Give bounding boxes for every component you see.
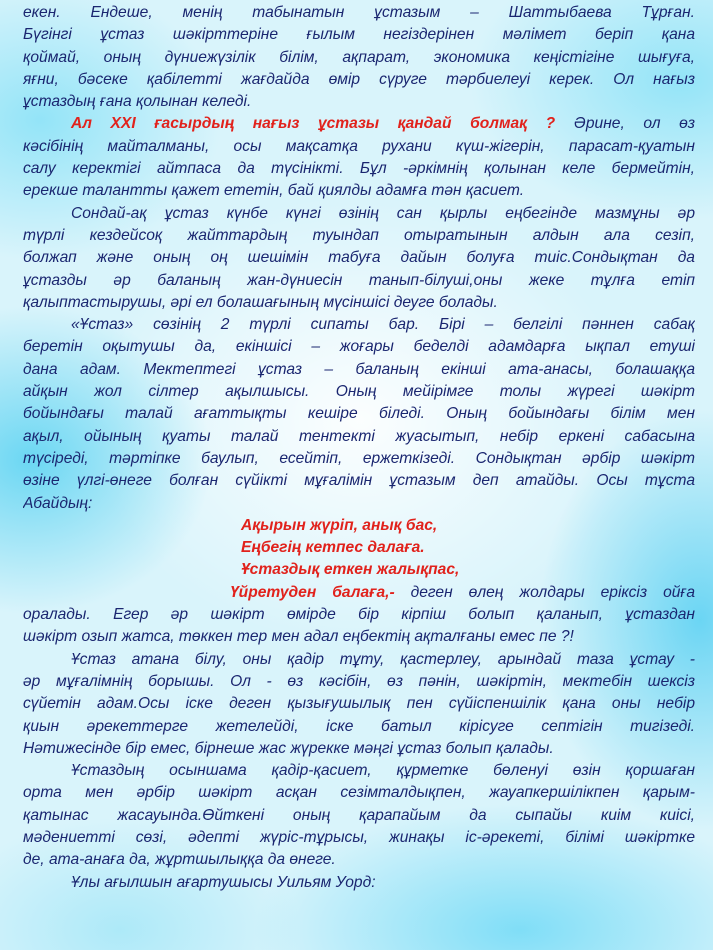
text-line-continuation: деген өлең жолдары еріксіз ойға <box>394 583 695 601</box>
text-line: түсіреді, тәртіпке баулып, есейтіп, ержеткізеді. Сондықтан әрбір шәкірт <box>23 449 695 467</box>
text-line: өзіне үлгі-өнеге болған сүйікті мұғалімін ұстазым деп атайды. Осы тұста <box>23 472 695 490</box>
poem-line <box>23 582 695 604</box>
text-line: Бүгінгі ұстаз шәкірттеріне ғылым негіздерінен мәлімет беріп қана <box>23 26 695 44</box>
text-line: Сондай-ақ ұстаз күнбе күнгі өзінің сан қырлы еңбегінде мазмұны әр <box>71 204 695 222</box>
text-line: Нәтижесінде бір емес, бірнеше жас жүрекке мәңгі ұстаз болып қалады. <box>23 739 554 757</box>
text-line: Ұстаз атана білу, оны қадір тұту, қастерлеу, арындай таза ұстау - <box>71 650 695 668</box>
poem-line: Ұстаздық еткен жалықпас, <box>241 561 460 579</box>
text-line <box>23 113 695 135</box>
text-line: ұстаздың ғана қолынан келеді. <box>23 93 252 111</box>
section-question: Ал XXI ғасырдың нағыз ұстазы қандай болмақ ? <box>71 115 556 133</box>
text-line: бойындағы талай ағаттықты кешіре біледі. Оның бойындағы білім мен <box>23 405 695 423</box>
text-line: айқын жол сілтер ақылшысы. Оның мейірімге толы жүрегі шәкірт <box>23 383 695 401</box>
text-line: дана адам. Мектептегі ұстаз – баланың екінші ата-анасы, болашаққа <box>23 360 695 378</box>
text-line: Ұстаздың осыншама қадір-қасиет, құрметке бөленуі өзін қоршаған <box>71 762 695 780</box>
text-line: Абайдың: <box>23 494 93 512</box>
text-line-continuation: Әрине, ол өз <box>555 115 695 133</box>
text-line: сүйетін адам.Осы іске деген қызығушылық пен сүйіспеншілік қана оны небір <box>23 695 695 713</box>
text-line: екен. Ендеше, менің табынатын ұстазым – Шаттыбаева Тұрған. <box>23 4 695 21</box>
text-line: Ұлы ағылшын ағартушысы Уильям Уорд: <box>71 873 376 891</box>
text-line: яғни, бәсеке қабілетті жағдайда өмір сүруге тәрбиелеуі керек. Ол нағыз <box>23 70 695 88</box>
text-line: ақыл, ойының қуаты талай тентекті жуасытып, небір еркені сабасына <box>23 427 695 445</box>
text-line: орта мен әрбір шәкірт асқан сезімталдықпен, жауапкершілікпен қарым- <box>23 784 695 802</box>
text-line: қоймай, оның дүниежүзілік білім, ақпарат, экономика кеңістігіне шығуға, <box>23 48 695 66</box>
text-line: әр мұғалімнің борышы. Ол - өз кәсібін, өз пәнін, шәкіртін, мектебін шексіз <box>23 672 695 690</box>
text-line: оралады. Егер әр шәкірт өмірде бір кірпіш болып қаланып, ұстаздан <box>23 606 695 624</box>
text-line: түрлі кездейсоқ жайттардың туындап отыратынын алдын ала сезіп, <box>23 226 695 244</box>
poem-line: Ақырын жүріп, анық бас, <box>241 516 438 534</box>
text-line: беретін оқытушы да, екіншісі – жоғары беделді адамдарға ықпал етуші <box>23 338 695 356</box>
text-line: қатынас жасауында.Өйткені оның қарапайым да сыпайы киім киісі, <box>23 806 695 824</box>
text-line: шәкірт озып жатса, төккен тер мен адал еңбектің ақталғаны емес пе ?! <box>23 628 574 646</box>
text-line: болжап және оның оң шешімін табуға дайын болуға тиіс.Сондықтан да <box>23 249 695 267</box>
text-line: «Ұстаз» сөзінің 2 түрлі сипаты бар. Бірі – белгілі пәннен сабақ <box>71 316 695 334</box>
poem-line-text: Үйретуден балаға,- <box>230 583 395 601</box>
text-line: қалыптастырушы, әрі ел болашағының мүсіншісі деуге болады. <box>23 293 498 311</box>
text-line: мәдениетті сөзі, әдепті жүріс-тұрысы, жинақы іс-әрекеті, білімі шәкіртке <box>23 828 695 846</box>
text-line: ұстазды әр баланың жан-дүниесін танып-білуші,оны жеке тұлға етіп <box>23 271 695 289</box>
poem-line: Еңбегің кетпес далаға. <box>241 539 425 557</box>
text-line: де, ата-анаға да, жұртшылыққа да өнеге. <box>23 851 336 869</box>
text-line: кәсібінің майталманы, осы мақсатқа рухани күш-жігерін, парасат-қуатын <box>23 137 695 155</box>
text-line: ерекше талантты қажет ететін, бай қиялды адамға тән қасиет. <box>23 182 525 200</box>
text-line: қиын әрекеттерге жетелейді, іске батыл кірісуге септігін тигізеді. <box>23 717 695 735</box>
text-line: салу керектігі айтпаса да түсінікті. Бұл -әркімнің қолынан келе бермейтін, <box>23 160 695 178</box>
